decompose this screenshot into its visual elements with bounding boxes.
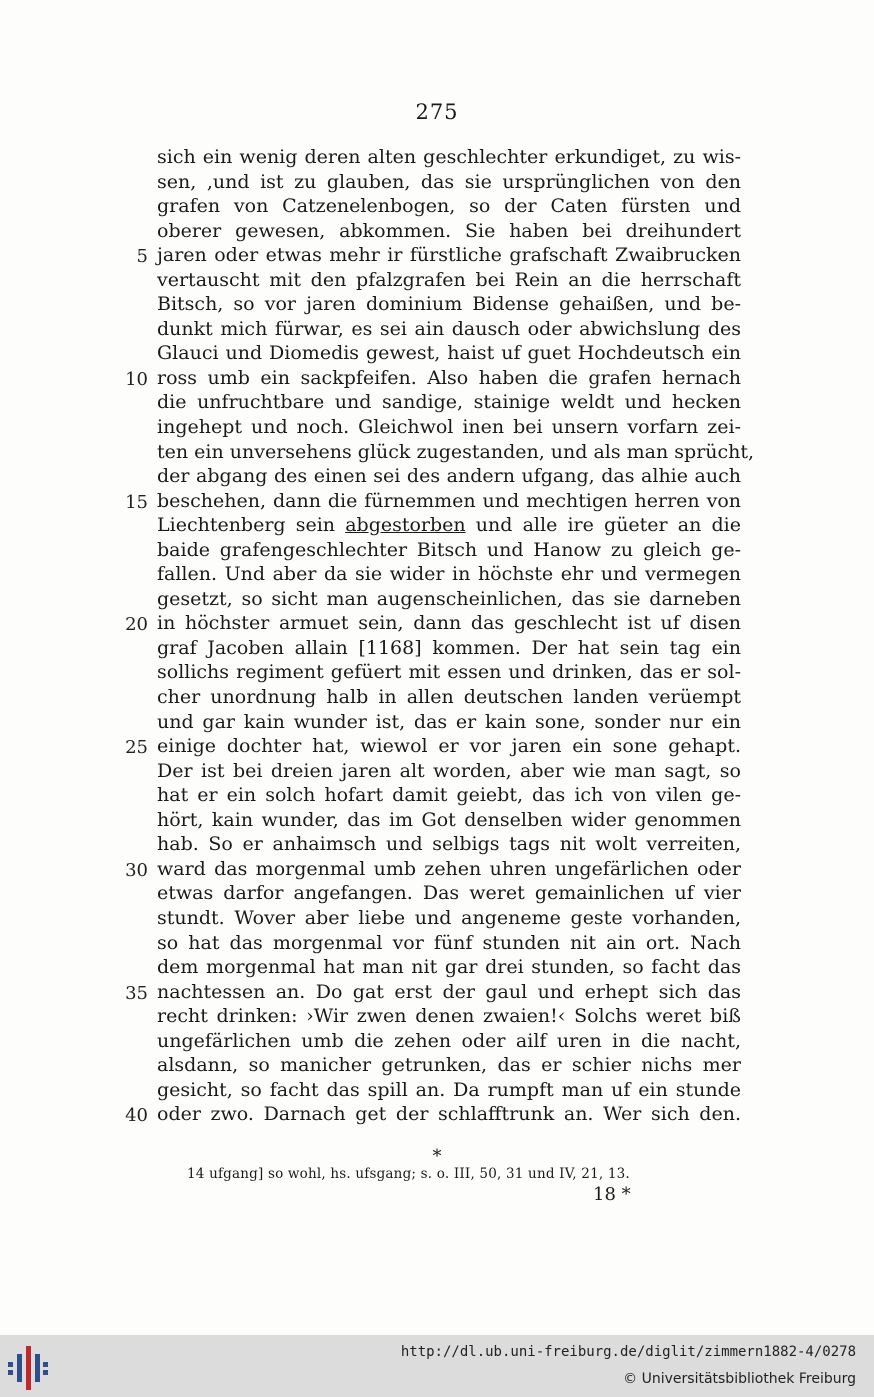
copyright-notice: © Universitätsbibliothek Freiburg <box>623 1371 856 1387</box>
text-line <box>0 464 874 489</box>
text-line <box>0 194 874 219</box>
text-line <box>0 881 874 906</box>
text-line <box>0 292 874 317</box>
line-text: Bitsch, so vor jaren dominium Bidense gehaißen, und be- <box>157 293 741 316</box>
text-line <box>0 170 874 195</box>
line-text: Glauci und Diomedis gewest, haist uf guet Hochdeutsch ein <box>157 342 741 365</box>
line-text: nachtessen an. Do gat erst der gaul und erhept sich das <box>157 980 741 1003</box>
text-line <box>0 145 874 170</box>
line-text: so hat das morgenmal vor fünf stunden nit ain ort. Nach <box>157 931 741 954</box>
line-text: gesetzt, so sicht man augenscheinlichen, das sie darneben <box>157 587 741 610</box>
line-text: oberer gewesen, abkommen. Sie haben bei dreihundert <box>157 219 741 242</box>
line-text: recht drinken: ›Wir zwen denen zwaien!‹ Solchs weret biß <box>157 1005 741 1028</box>
line-text: jaren oder etwas mehr ir fürstliche grafschaft Zwaibrucken <box>157 244 741 267</box>
line-text: ungefärlichen umb die zehen oder ailf uren in die nacht, <box>157 1029 741 1052</box>
text-line <box>0 759 874 784</box>
line-text: alsdann, so manicher getrunken, das er schier nichs mer <box>157 1054 741 1077</box>
text-line <box>0 660 874 685</box>
text-block <box>0 145 874 1127</box>
line-text: dem morgenmal hat man nit gar drei stunden, so facht das <box>157 956 741 979</box>
text-line <box>0 1029 874 1054</box>
text-line <box>0 366 874 391</box>
text-line <box>0 489 874 514</box>
line-text: cher unordnung halb in allen deutschen landen verüempt <box>157 686 741 709</box>
line-text: ross umb ein sackpfeifen. Also haben die grafen hernach <box>157 366 741 389</box>
text-line <box>0 808 874 833</box>
text-line <box>0 587 874 612</box>
text-line <box>0 317 874 342</box>
line-text: fallen. Und aber da sie wider in höchste ehr und vermegen <box>157 563 741 586</box>
line-text: vertauscht mit den pfalzgrafen bei Rein an die herrschaft <box>157 268 741 291</box>
text-line <box>0 783 874 808</box>
text-line <box>0 268 874 293</box>
line-text: beschehen, dann die fürnemmen und mechtigen herren von <box>157 489 741 512</box>
line-number: 35 <box>125 982 148 1004</box>
line-text: der abgang des einen sei des andern ufgang, das alhie auch <box>157 465 741 488</box>
text-line <box>0 513 874 538</box>
text-line <box>0 1053 874 1078</box>
text-line <box>0 1004 874 1029</box>
text-line <box>0 219 874 244</box>
text-line <box>0 1078 874 1103</box>
footer-bar <box>0 1335 874 1397</box>
separator-asterisk: * <box>432 1146 442 1167</box>
line-number: 25 <box>125 737 148 759</box>
underlined-word: abgestorben <box>345 514 466 537</box>
page-number: 275 <box>415 100 459 124</box>
line-text: stundt. Wover aber liebe und angeneme geste vorhanden, <box>157 906 741 929</box>
text-line <box>0 390 874 415</box>
line-number: 15 <box>125 491 148 513</box>
line-text: hört, kain wunder, das im Got denselben wider genommen <box>157 808 741 831</box>
line-text: ten ein unversehens glück zugestanden, und als man sprücht, <box>157 440 755 463</box>
line-text: und gar kain wunder ist, das er kain sone, sonder nur ein <box>157 710 741 733</box>
line-text: gesicht, so facht das spill an. Da rumpft man uf ein stunde <box>157 1078 741 1101</box>
line-text: hat er ein solch hofart damit geiebt, das ich von vilen ge- <box>157 784 741 807</box>
line-text: Der ist bei dreien jaren alt worden, aber wie man sagt, so <box>157 759 741 782</box>
library-logo-icon[interactable] <box>8 1346 48 1390</box>
line-number: 10 <box>125 368 148 390</box>
line-text: die unfruchtbare und sandige, stainige weldt und hecken <box>157 391 741 414</box>
line-text: in höchster armuet sein, dann das geschlecht ist uf disen <box>157 612 741 635</box>
text-line <box>0 931 874 956</box>
text-line <box>0 980 874 1005</box>
line-text: sen, ,und ist zu glauben, das sie ursprünglichen von den <box>157 170 741 193</box>
line-text: einige dochter hat, wiewol er vor jaren ein sone gehapt. <box>157 735 741 758</box>
line-text: ingehept und noch. Gleichwol inen bei unsern vorfarn zei- <box>157 416 741 439</box>
text-line <box>0 341 874 366</box>
line-text: sollichs regiment gefüert mit essen und drinken, das er sol- <box>157 661 741 684</box>
text-line <box>0 734 874 759</box>
line-text: graf Jacoben allain [1168] kommen. Der hat sein tag ein <box>157 636 741 659</box>
text-line <box>0 832 874 857</box>
line-text: Liechtenberg sein abgestorben und alle ire güeter an die <box>157 514 741 537</box>
line-text: grafen von Catzenelenbogen, so der Caten fürsten und <box>157 195 741 218</box>
line-text: ward das morgenmal umb zehen uhren ungefärlichen oder <box>157 857 741 880</box>
text-line <box>0 685 874 710</box>
text-line <box>0 1102 874 1127</box>
line-number: 30 <box>125 859 148 881</box>
line-text: hab. So er anhaimsch und selbigs tags nit wolt verreiten, <box>157 833 741 856</box>
text-line <box>0 710 874 735</box>
text-line <box>0 906 874 931</box>
line-text: sich ein wenig deren alten geschlechter erkundiget, zu wis- <box>157 146 741 168</box>
line-number: 20 <box>125 614 148 636</box>
text-line <box>0 955 874 980</box>
permalink-url[interactable]: http://dl.ub.uni-freiburg.de/diglit/zimmern1882-4/0278 <box>400 1344 856 1360</box>
line-text: baide grafengeschlechter Bitsch und Hanow zu gleich ge- <box>157 538 741 561</box>
line-text: etwas darfor angefangen. Das weret gemainlichen uf vier <box>157 882 741 905</box>
text-line <box>0 440 874 465</box>
text-line <box>0 562 874 587</box>
line-number: 5 <box>136 246 148 268</box>
text-line <box>0 243 874 268</box>
text-line <box>0 636 874 661</box>
text-line <box>0 611 874 636</box>
footnote: 14 ufgang] so wohl, hs. ufsgang; s. o. III, 50, 31 und IV, 21, 13. <box>187 1166 630 1182</box>
sheet-signature: 18 * <box>593 1184 631 1205</box>
line-text: oder zwo. Darnach get der schlafftrunk an. Wer sich den. <box>157 1103 741 1126</box>
text-line <box>0 415 874 440</box>
text-line <box>0 857 874 882</box>
line-text: dunkt mich fürwar, es sei ain dausch oder abwichslung des <box>157 317 741 340</box>
text-line <box>0 538 874 563</box>
line-number: 40 <box>125 1105 148 1127</box>
